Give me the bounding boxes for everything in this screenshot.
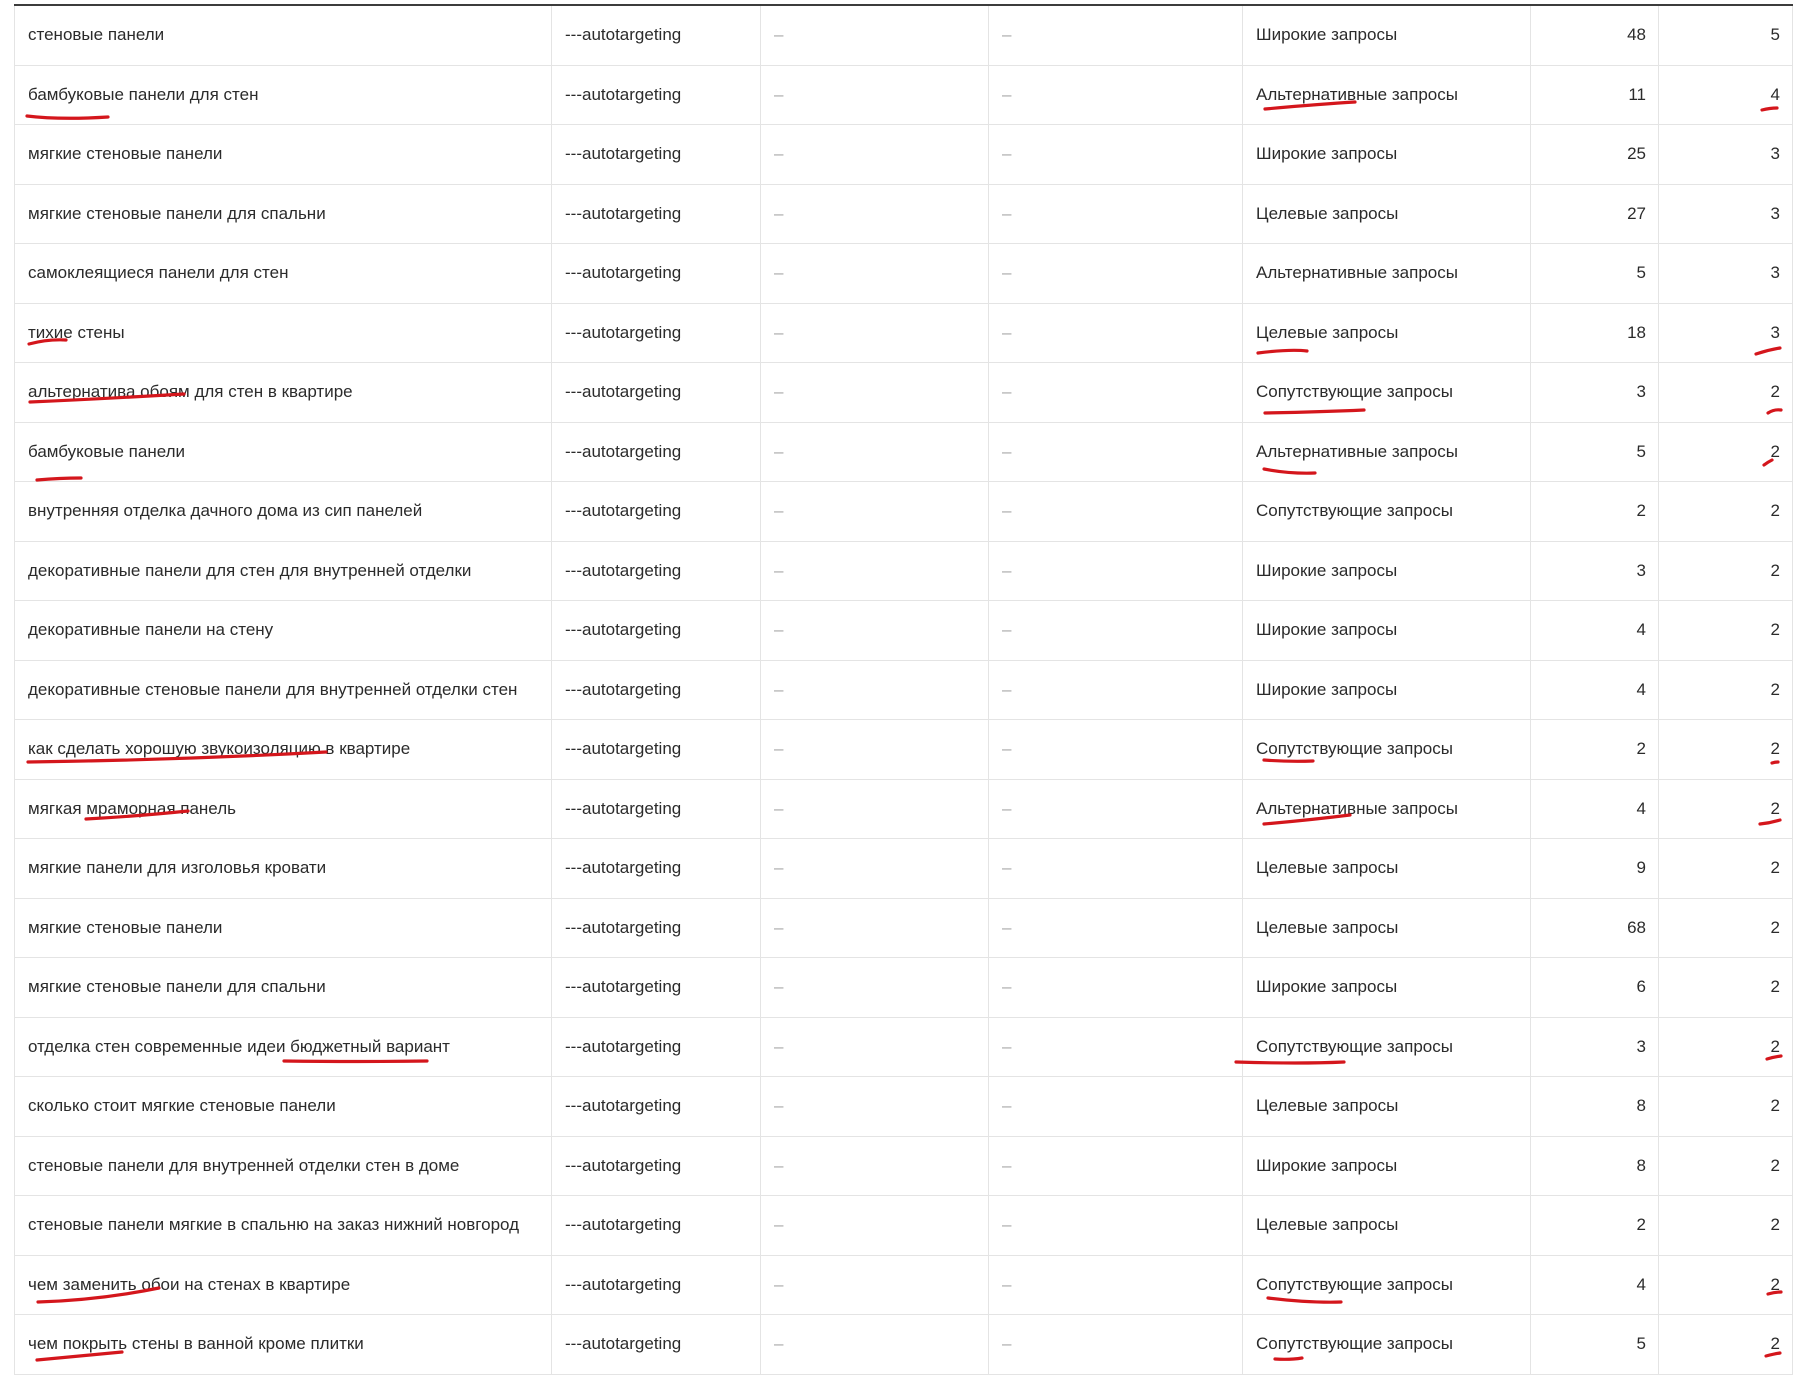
condition-cell: ---autotargeting xyxy=(552,779,761,839)
table-row xyxy=(15,779,1793,839)
query-cell: тихие стены xyxy=(15,303,552,363)
condition-cell: ---autotargeting xyxy=(552,898,761,958)
category-cell: Альтернативные запросы xyxy=(1243,65,1531,125)
table-row xyxy=(15,363,1793,423)
value-cell: 2 xyxy=(1659,898,1793,958)
value-cell: 2 xyxy=(1659,1196,1793,1256)
value-cell: 2 xyxy=(1659,1017,1793,1077)
condition-cell: ---autotargeting xyxy=(552,601,761,661)
category-cell: Сопутствующие запросы xyxy=(1243,1255,1531,1315)
count-cell: 9 xyxy=(1531,839,1659,899)
query-cell: декоративные панели для стен для внутренней отделки xyxy=(15,541,552,601)
table-row xyxy=(15,660,1793,720)
condition-cell: ---autotargeting xyxy=(552,720,761,780)
empty-dash-cell: – xyxy=(989,541,1243,601)
empty-dash-cell: – xyxy=(989,1196,1243,1256)
value-cell: 2 xyxy=(1659,779,1793,839)
value-cell: 5 xyxy=(1659,5,1793,65)
empty-dash-cell: – xyxy=(989,482,1243,542)
query-cell: самоклеящиеся панели для стен xyxy=(15,244,552,304)
count-cell: 4 xyxy=(1531,1255,1659,1315)
value-cell: 2 xyxy=(1659,541,1793,601)
condition-cell: ---autotargeting xyxy=(552,660,761,720)
empty-dash-cell: – xyxy=(761,1196,989,1256)
count-cell: 2 xyxy=(1531,482,1659,542)
empty-dash-cell: – xyxy=(761,184,989,244)
category-cell: Альтернативные запросы xyxy=(1243,779,1531,839)
category-cell: Широкие запросы xyxy=(1243,1136,1531,1196)
query-cell: бамбуковые панели для стен xyxy=(15,65,552,125)
category-cell: Альтернативные запросы xyxy=(1243,422,1531,482)
empty-dash-cell: – xyxy=(989,1255,1243,1315)
condition-cell: ---autotargeting xyxy=(552,1255,761,1315)
empty-dash-cell: – xyxy=(989,601,1243,661)
value-cell: 4 xyxy=(1659,65,1793,125)
category-cell: Целевые запросы xyxy=(1243,839,1531,899)
query-cell: как сделать хорошую звукоизоляцию в квартире xyxy=(15,720,552,780)
value-cell: 2 xyxy=(1659,1136,1793,1196)
count-cell: 5 xyxy=(1531,422,1659,482)
value-cell: 2 xyxy=(1659,1077,1793,1137)
count-cell: 6 xyxy=(1531,958,1659,1018)
table-row xyxy=(15,1136,1793,1196)
query-cell: чем заменить обои на стенах в квартире xyxy=(15,1255,552,1315)
empty-dash-cell: – xyxy=(761,958,989,1018)
condition-cell: ---autotargeting xyxy=(552,303,761,363)
empty-dash-cell: – xyxy=(761,125,989,185)
table-row xyxy=(15,303,1793,363)
count-cell: 3 xyxy=(1531,363,1659,423)
query-cell: мягкая мраморная панель xyxy=(15,779,552,839)
empty-dash-cell: – xyxy=(761,839,989,899)
empty-dash-cell: – xyxy=(761,1017,989,1077)
category-cell: Целевые запросы xyxy=(1243,303,1531,363)
search-queries-table xyxy=(14,4,1793,1375)
table-row xyxy=(15,958,1793,1018)
table-row xyxy=(15,720,1793,780)
empty-dash-cell: – xyxy=(761,65,989,125)
category-cell: Сопутствующие запросы xyxy=(1243,1017,1531,1077)
empty-dash-cell: – xyxy=(761,303,989,363)
condition-cell: ---autotargeting xyxy=(552,422,761,482)
table-row xyxy=(15,1315,1793,1375)
empty-dash-cell: – xyxy=(761,244,989,304)
count-cell: 27 xyxy=(1531,184,1659,244)
condition-cell: ---autotargeting xyxy=(552,184,761,244)
value-cell: 2 xyxy=(1659,958,1793,1018)
empty-dash-cell: – xyxy=(989,779,1243,839)
query-cell: мягкие стеновые панели для спальни xyxy=(15,184,552,244)
table-row xyxy=(15,1017,1793,1077)
count-cell: 68 xyxy=(1531,898,1659,958)
empty-dash-cell: – xyxy=(989,422,1243,482)
condition-cell: ---autotargeting xyxy=(552,1017,761,1077)
empty-dash-cell: – xyxy=(989,898,1243,958)
empty-dash-cell: – xyxy=(989,1017,1243,1077)
query-cell: альтернатива обоям для стен в квартире xyxy=(15,363,552,423)
query-cell: мягкие панели для изголовья кровати xyxy=(15,839,552,899)
category-cell: Целевые запросы xyxy=(1243,1196,1531,1256)
empty-dash-cell: – xyxy=(761,898,989,958)
value-cell: 3 xyxy=(1659,244,1793,304)
category-cell: Альтернативные запросы xyxy=(1243,244,1531,304)
category-cell: Целевые запросы xyxy=(1243,1077,1531,1137)
query-cell: стеновые панели для внутренней отделки стен в доме xyxy=(15,1136,552,1196)
empty-dash-cell: – xyxy=(989,1315,1243,1375)
condition-cell: ---autotargeting xyxy=(552,1315,761,1375)
empty-dash-cell: – xyxy=(761,422,989,482)
table-row xyxy=(15,482,1793,542)
condition-cell: ---autotargeting xyxy=(552,482,761,542)
count-cell: 11 xyxy=(1531,65,1659,125)
count-cell: 2 xyxy=(1531,1196,1659,1256)
empty-dash-cell: – xyxy=(989,839,1243,899)
table-row xyxy=(15,184,1793,244)
table-row xyxy=(15,839,1793,899)
count-cell: 3 xyxy=(1531,541,1659,601)
table-row xyxy=(15,541,1793,601)
table-row xyxy=(15,5,1793,65)
empty-dash-cell: – xyxy=(761,1136,989,1196)
empty-dash-cell: – xyxy=(761,482,989,542)
empty-dash-cell: – xyxy=(989,65,1243,125)
count-cell: 4 xyxy=(1531,601,1659,661)
table-row xyxy=(15,422,1793,482)
category-cell: Широкие запросы xyxy=(1243,125,1531,185)
value-cell: 2 xyxy=(1659,482,1793,542)
query-cell: стеновые панели xyxy=(15,5,552,65)
empty-dash-cell: – xyxy=(989,1077,1243,1137)
count-cell: 25 xyxy=(1531,125,1659,185)
category-cell: Широкие запросы xyxy=(1243,660,1531,720)
value-cell: 2 xyxy=(1659,1315,1793,1375)
condition-cell: ---autotargeting xyxy=(552,958,761,1018)
count-cell: 8 xyxy=(1531,1136,1659,1196)
table-row xyxy=(15,898,1793,958)
query-cell: сколько стоит мягкие стеновые панели xyxy=(15,1077,552,1137)
query-cell: чем покрыть стены в ванной кроме плитки xyxy=(15,1315,552,1375)
category-cell: Широкие запросы xyxy=(1243,601,1531,661)
condition-cell: ---autotargeting xyxy=(552,244,761,304)
query-cell: отделка стен современные идеи бюджетный вариант xyxy=(15,1017,552,1077)
value-cell: 2 xyxy=(1659,660,1793,720)
condition-cell: ---autotargeting xyxy=(552,1196,761,1256)
empty-dash-cell: – xyxy=(989,303,1243,363)
condition-cell: ---autotargeting xyxy=(552,839,761,899)
count-cell: 4 xyxy=(1531,779,1659,839)
value-cell: 2 xyxy=(1659,422,1793,482)
query-cell: декоративные панели на стену xyxy=(15,601,552,661)
category-cell: Целевые запросы xyxy=(1243,898,1531,958)
count-cell: 5 xyxy=(1531,1315,1659,1375)
category-cell: Целевые запросы xyxy=(1243,184,1531,244)
value-cell: 2 xyxy=(1659,839,1793,899)
category-cell: Широкие запросы xyxy=(1243,958,1531,1018)
count-cell: 5 xyxy=(1531,244,1659,304)
query-cell: стеновые панели мягкие в спальню на заказ нижний новгород xyxy=(15,1196,552,1256)
value-cell: 3 xyxy=(1659,184,1793,244)
category-cell: Сопутствующие запросы xyxy=(1243,720,1531,780)
count-cell: 8 xyxy=(1531,1077,1659,1137)
value-cell: 2 xyxy=(1659,720,1793,780)
empty-dash-cell: – xyxy=(761,1255,989,1315)
category-cell: Широкие запросы xyxy=(1243,541,1531,601)
empty-dash-cell: – xyxy=(989,5,1243,65)
condition-cell: ---autotargeting xyxy=(552,125,761,185)
empty-dash-cell: – xyxy=(989,1136,1243,1196)
count-cell: 2 xyxy=(1531,720,1659,780)
empty-dash-cell: – xyxy=(989,125,1243,185)
count-cell: 3 xyxy=(1531,1017,1659,1077)
condition-cell: ---autotargeting xyxy=(552,363,761,423)
value-cell: 2 xyxy=(1659,363,1793,423)
value-cell: 2 xyxy=(1659,601,1793,661)
value-cell: 3 xyxy=(1659,125,1793,185)
query-cell: бамбуковые панели xyxy=(15,422,552,482)
query-cell: мягкие стеновые панели xyxy=(15,125,552,185)
empty-dash-cell: – xyxy=(989,363,1243,423)
empty-dash-cell: – xyxy=(989,720,1243,780)
value-cell: 3 xyxy=(1659,303,1793,363)
empty-dash-cell: – xyxy=(989,184,1243,244)
empty-dash-cell: – xyxy=(761,5,989,65)
empty-dash-cell: – xyxy=(989,958,1243,1018)
empty-dash-cell: – xyxy=(761,1077,989,1137)
empty-dash-cell: – xyxy=(761,541,989,601)
category-cell: Широкие запросы xyxy=(1243,5,1531,65)
empty-dash-cell: – xyxy=(761,720,989,780)
category-cell: Сопутствующие запросы xyxy=(1243,482,1531,542)
table-row xyxy=(15,1196,1793,1256)
condition-cell: ---autotargeting xyxy=(552,65,761,125)
condition-cell: ---autotargeting xyxy=(552,5,761,65)
empty-dash-cell: – xyxy=(761,660,989,720)
condition-cell: ---autotargeting xyxy=(552,541,761,601)
table-row xyxy=(15,601,1793,661)
condition-cell: ---autotargeting xyxy=(552,1136,761,1196)
category-cell: Сопутствующие запросы xyxy=(1243,363,1531,423)
count-cell: 4 xyxy=(1531,660,1659,720)
table-row xyxy=(15,1255,1793,1315)
condition-cell: ---autotargeting xyxy=(552,1077,761,1137)
table-row xyxy=(15,125,1793,185)
table-row xyxy=(15,244,1793,304)
empty-dash-cell: – xyxy=(761,363,989,423)
category-cell: Сопутствующие запросы xyxy=(1243,1315,1531,1375)
empty-dash-cell: – xyxy=(761,601,989,661)
query-cell: внутренняя отделка дачного дома из сип панелей xyxy=(15,482,552,542)
empty-dash-cell: – xyxy=(989,244,1243,304)
table-row xyxy=(15,65,1793,125)
empty-dash-cell: – xyxy=(761,779,989,839)
query-cell: мягкие стеновые панели для спальни xyxy=(15,958,552,1018)
table-row xyxy=(15,1077,1793,1137)
empty-dash-cell: – xyxy=(761,1315,989,1375)
empty-dash-cell: – xyxy=(989,660,1243,720)
value-cell: 2 xyxy=(1659,1255,1793,1315)
count-cell: 18 xyxy=(1531,303,1659,363)
query-cell: мягкие стеновые панели xyxy=(15,898,552,958)
count-cell: 48 xyxy=(1531,5,1659,65)
query-cell: декоративные стеновые панели для внутренней отделки стен xyxy=(15,660,552,720)
